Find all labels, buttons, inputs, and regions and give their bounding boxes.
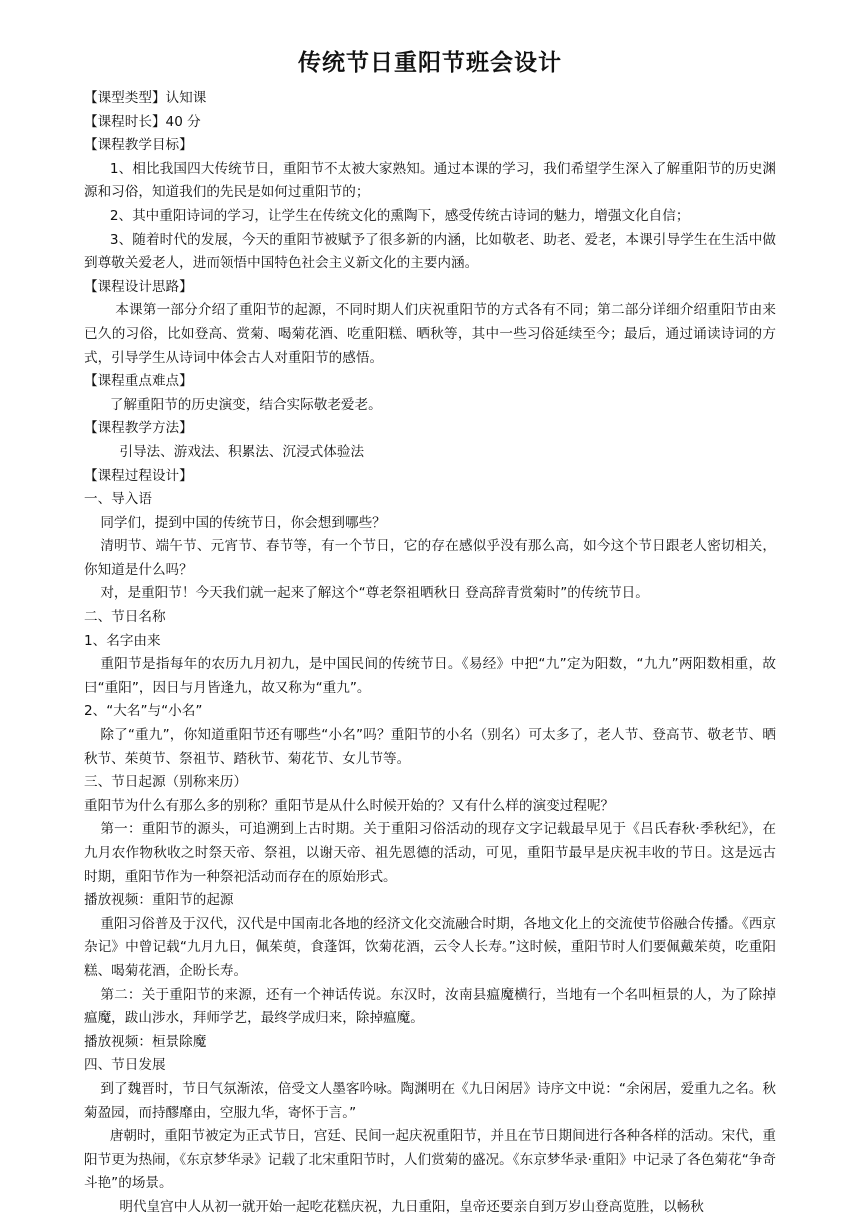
section-heading: 【课型类型】认知课 bbox=[84, 90, 207, 106]
section-heading: 【课程时长】40 分 bbox=[84, 113, 201, 130]
section-heading: 1、名字由来 bbox=[84, 632, 161, 649]
paragraph: 唐朝时，重阳节被定为正式节日，宫廷、民间一起庆祝重阳节，并且在节日期间进行各种各样的活动。宋代，重阳节更为热闹，《东京梦华录》记载了北宋重阳节时，人们赏菊的盛况。《东京梦华录·重阳》中记录了各色菊花“争奇斗艳”的场景。 bbox=[84, 1128, 776, 1192]
section-heading: 二、节日名称 bbox=[84, 609, 166, 626]
paragraph: 本课第一部分介绍了重阳节的起源，不同时期人们庆祝重阳节的方式各有不同；第二部分详细介绍重阳节由来已久的习俗，比如登高、赏菊、喝菊花酒、吃重阳糕、晒秋等，其中一些习俗延续至今；最后，通过诵读诗词的方式，引导学生从诗词中体会古人对重阳节的感悟。 bbox=[84, 302, 776, 366]
paragraph: 同学们，提到中国的传统节日，你会想到哪些？ bbox=[100, 514, 386, 531]
section-heading: 四、节日发展 bbox=[84, 1057, 166, 1074]
section-heading: 2、“大名”与“小名” bbox=[84, 703, 203, 720]
section-heading: 一、导入语 bbox=[84, 491, 152, 508]
section-heading: 【课程重点难点】 bbox=[84, 373, 193, 390]
section-heading: 播放视频：桓景除魔 bbox=[84, 1033, 207, 1050]
section-heading: 播放视频：重阳节的起源 bbox=[84, 892, 234, 909]
paragraph: 明代皇宫中人从初一就开始一起吃花糕庆祝，九日重阳，皇帝还要亲自到万岁山登高览胜，以畅秋 bbox=[119, 1198, 704, 1215]
paragraph: 重阳节是指每年的农历九月初九，是中国民间的传统节日。《易经》中把“九”定为阳数，“九九”两阳数相重，故曰“重阳”，因日与月皆逢九，故又称为“重九”。 bbox=[84, 656, 776, 696]
section-heading: 【课程设计思路】 bbox=[84, 278, 193, 295]
paragraph: 第一：重阳节的源头，可追溯到上古时期。关于重阳习俗活动的现存文字记载最早见于《吕氏春秋·季秋纪》，在九月农作物秋收之时祭天帝、祭祖，以谢天帝、祖先恩德的活动，可见，重阳节最早是庆祝丰收的节日。这是远古时期，重阳节作为一种祭祀活动而存在的原始形式。 bbox=[84, 821, 776, 885]
paragraph: 第二：关于重阳节的来源，还有一个神话传说。东汉时，汝南县瘟魔横行，当地有一个名叫桓景的人，为了除掉瘟魔，跋山涉水，拜师学艺，最终学成归来，除掉瘟魔。 bbox=[84, 986, 776, 1027]
paragraph: 了解重阳节的历史演变，结合实际敬老爱老。 bbox=[109, 396, 382, 413]
section-heading: 重阳节为什么有那么多的别称？重阳节是从什么时候开始的？又有什么样的演变过程呢？ bbox=[84, 797, 615, 814]
paragraph: 清明节、端午节、元宵节、春节等，有一个节日，它的存在感似乎没有那么高，如今这个节日跟老人密切相关，你知道是什么吗？ bbox=[84, 538, 776, 578]
paragraph: 对，是重阳节！今天我们就一起来了解这个“尊老祭祖晒秋日 登高辞青赏菊时”的传统节日。 bbox=[100, 585, 649, 602]
paragraph: 除了“重九”，你知道重阳节还有哪些“小名”吗？重阳节的小名（别名）可太多了，老人节、登高节、敬老节、晒秋节、茱萸节、祭祖节、踏秋节、菊花节、女儿节等。 bbox=[84, 727, 776, 767]
paragraph: 到了魏晋时，节日气氛渐浓，倍受文人墨客吟咏。陶渊明在《九日闲居》诗序文中说：“余闲居，爱重九之名。秋菊盈园，而持醪靡由，空服九华，寄怀于言。” bbox=[84, 1080, 776, 1121]
section-heading: 【课程过程设计】 bbox=[84, 467, 193, 484]
paragraph: 引导法、游戏法、积累法、沉浸式体验法 bbox=[119, 443, 365, 460]
section-heading: 【课程教学方法】 bbox=[84, 420, 193, 437]
section-heading: 【课程教学目标】 bbox=[84, 137, 193, 154]
paragraph: 2、其中重阳诗词的学习，让学生在传统文化的熏陶下，感受传统古诗词的魅力，增强文化自信； bbox=[109, 207, 690, 224]
document-body bbox=[84, 87, 776, 1220]
page-title: 传统节日重阳节班会设计 bbox=[298, 49, 562, 76]
paragraph: 1、相比我国四大传统节日，重阳节不太被大家熟知。通过本课的学习，我们希望学生深入了解重阳节的历史渊源和习俗，知道我们的先民是如何过重阳节的； bbox=[84, 160, 776, 201]
paragraph: 重阳习俗普及于汉代，汉代是中国南北各地的经济文化交流融合时期，各地文化上的交流使节俗融合传播。《西京杂记》中曾记载“九月九日，佩茱萸，食蓬饵，饮菊花酒，云令人长寿。”这时候，重阳节时人们要佩戴茱萸，吃重阳糕、喝菊花酒，企盼长寿。 bbox=[84, 915, 776, 979]
document-page bbox=[84, 48, 776, 1220]
paragraph: 3、随着时代的发展，今天的重阳节被赋予了很多新的内涵，比如敬老、助老、爱老，本课引导学生在生活中做到尊敬关爱老人，进而领悟中国特色社会主义新文化的主要内涵。 bbox=[84, 231, 776, 272]
section-heading: 三、节日起源（别称来历） bbox=[84, 774, 248, 791]
